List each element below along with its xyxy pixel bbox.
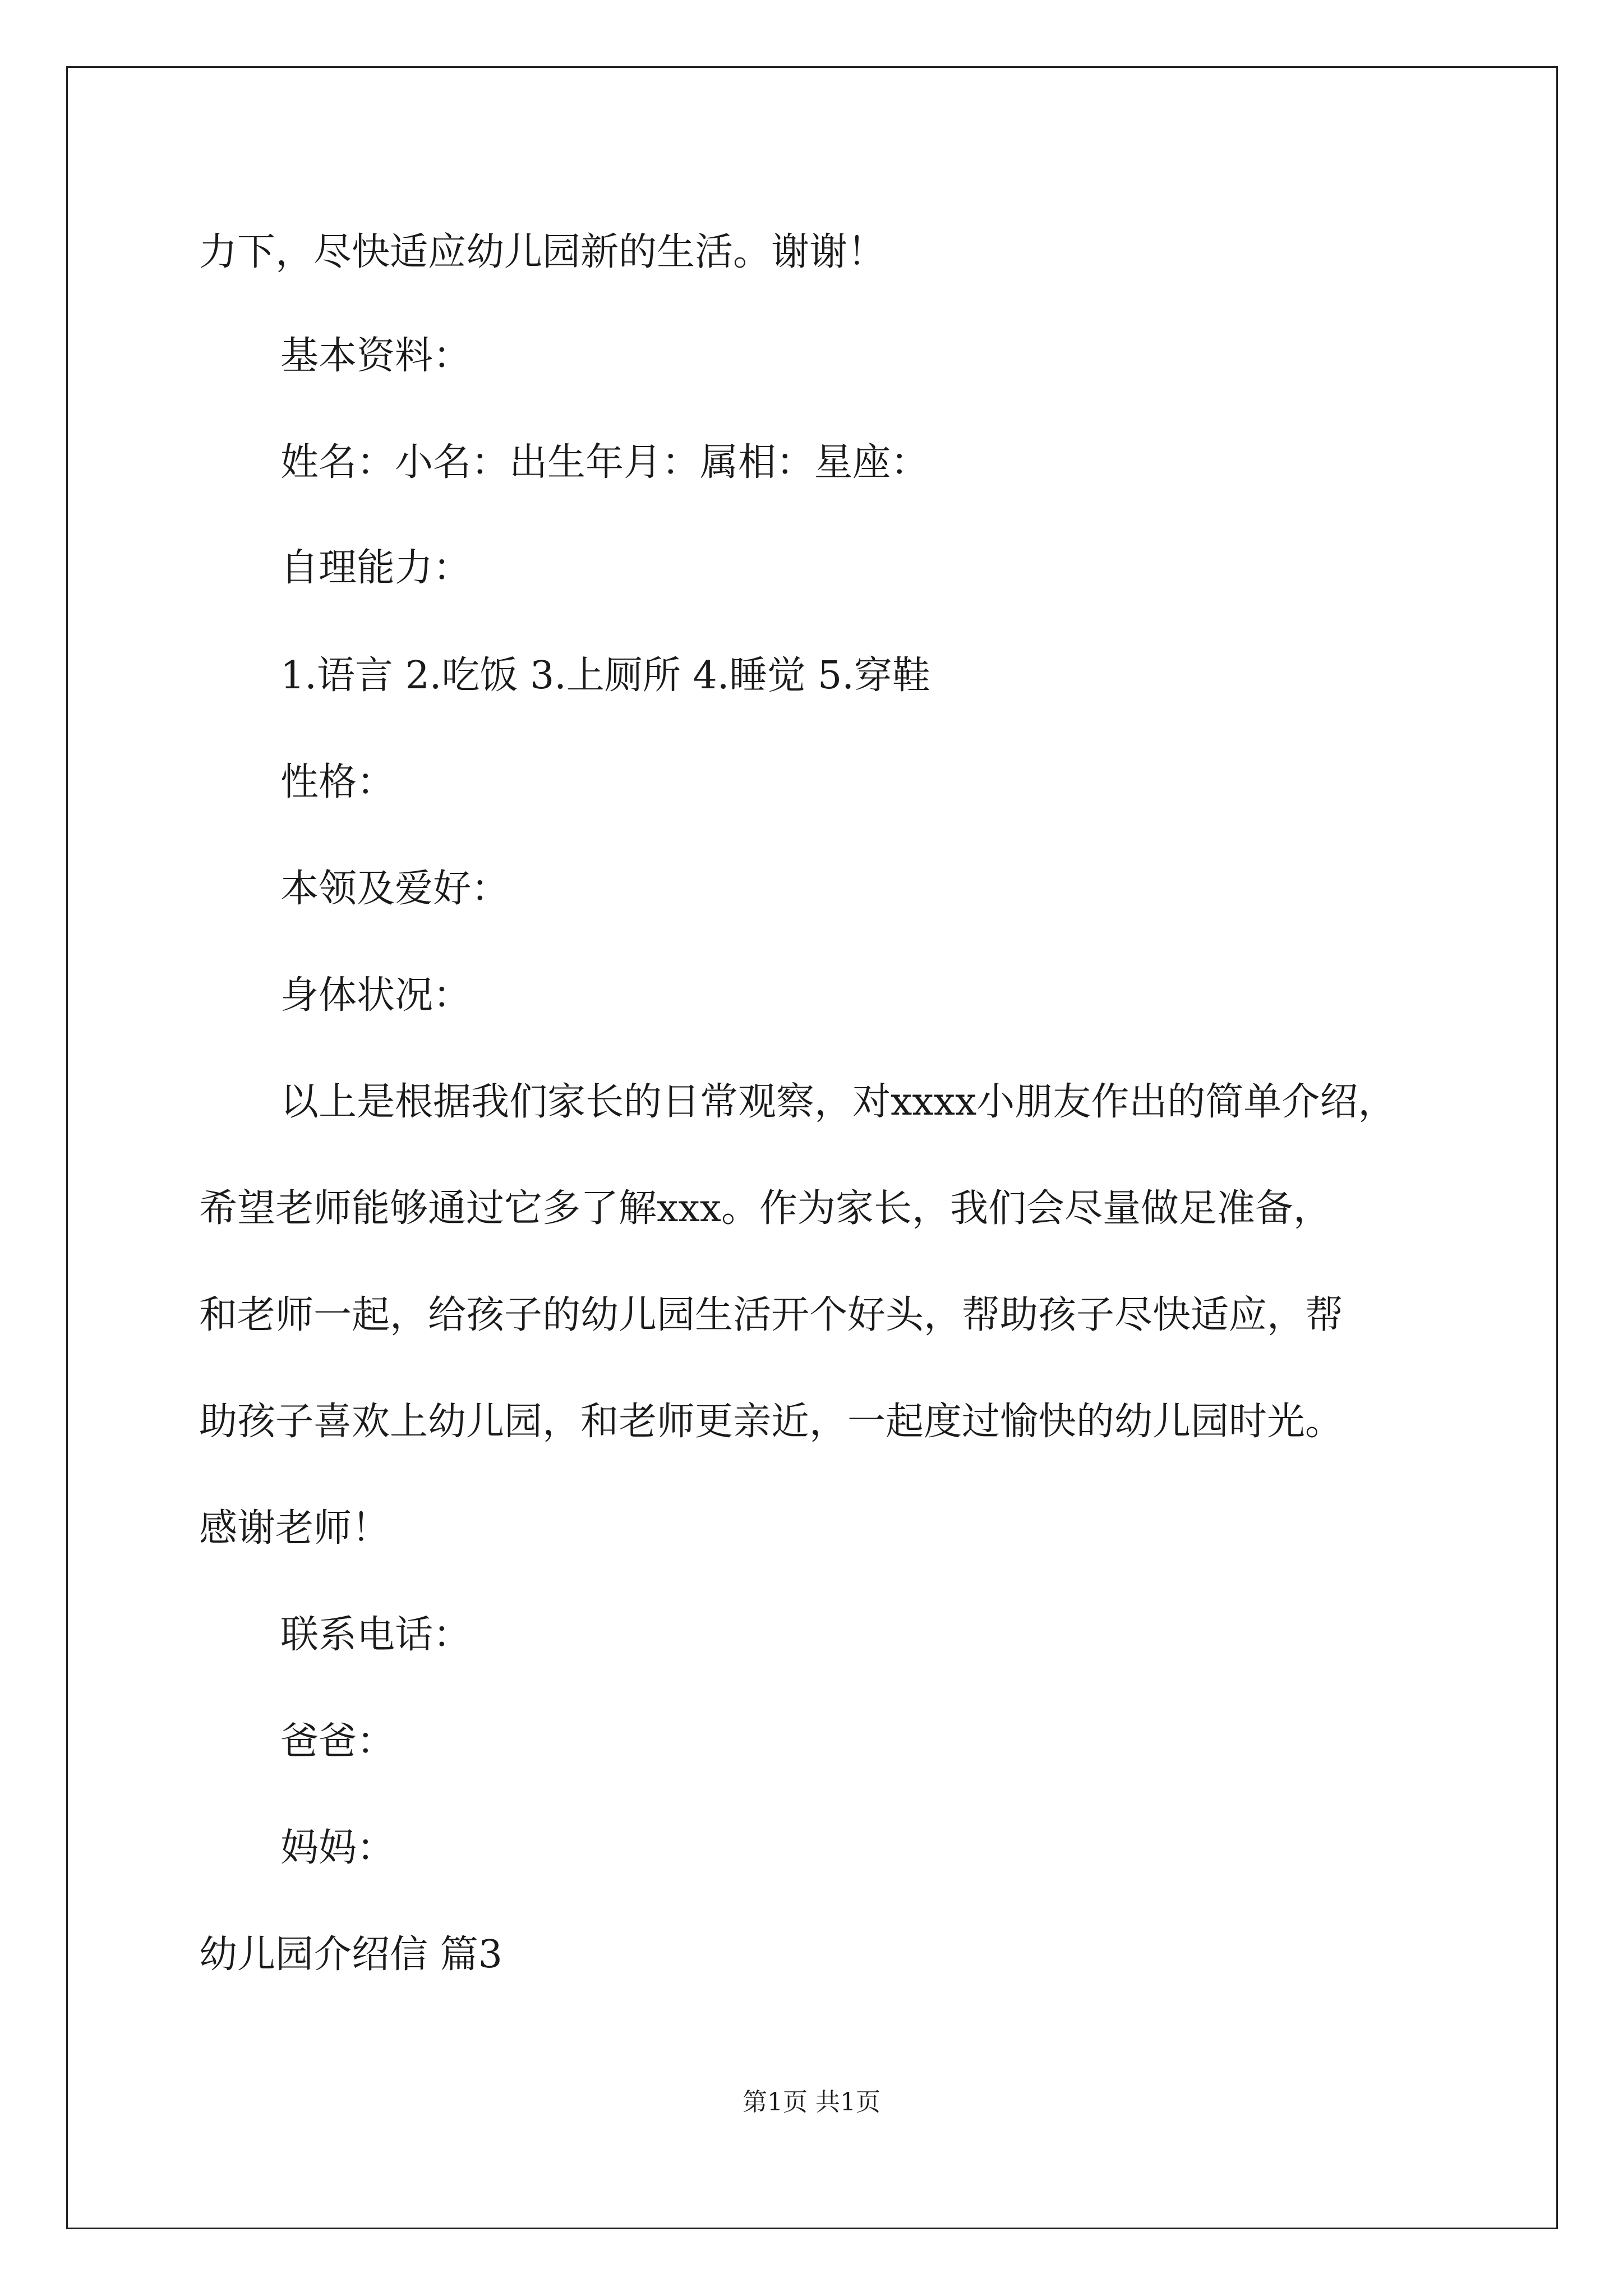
text-line: 感谢老师！ (199, 1506, 390, 1550)
section-heading: 基本资料： (280, 334, 472, 378)
section-heading: 联系电话： (280, 1613, 472, 1657)
text-line: 和老师一起，给孩子的幼儿园生活开个好头，帮助孩子尽快适应，帮 (199, 1293, 1344, 1337)
text-line: 爸爸： (280, 1719, 395, 1764)
text-line: 1.语言 2.吃饭 3.上厕所 4.睡觉 5.穿鞋 (280, 654, 930, 698)
section-heading: 性格： (280, 760, 395, 804)
section-heading: 自理能力： (280, 546, 472, 590)
page-border (66, 66, 1558, 2229)
text-line: 助孩子喜欢上幼儿园，和老师更亲近，一起度过愉快的幼儿园时光。 (199, 1400, 1344, 1444)
text-line: 姓名：小名：出生年月：属相：星座： (280, 440, 929, 485)
section-heading: 本领及爱好： (280, 867, 510, 911)
article-heading: 幼儿园介绍信 篇3 (199, 1932, 502, 1977)
section-heading: 身体状况： (280, 973, 472, 1018)
text-line: 力下，尽快适应幼儿园新的生活。谢谢！ (199, 230, 886, 274)
text-line: 以上是根据我们家长的日常观察，对xxxx小朋友作出的简单介绍， (280, 1080, 1396, 1124)
text-line: 希望老师能够通过它多了解xxx。作为家长，我们会尽量做足准备， (199, 1186, 1332, 1231)
text-line: 妈妈： (280, 1826, 395, 1870)
page-footer: 第1页 共1页 (743, 2088, 880, 2116)
